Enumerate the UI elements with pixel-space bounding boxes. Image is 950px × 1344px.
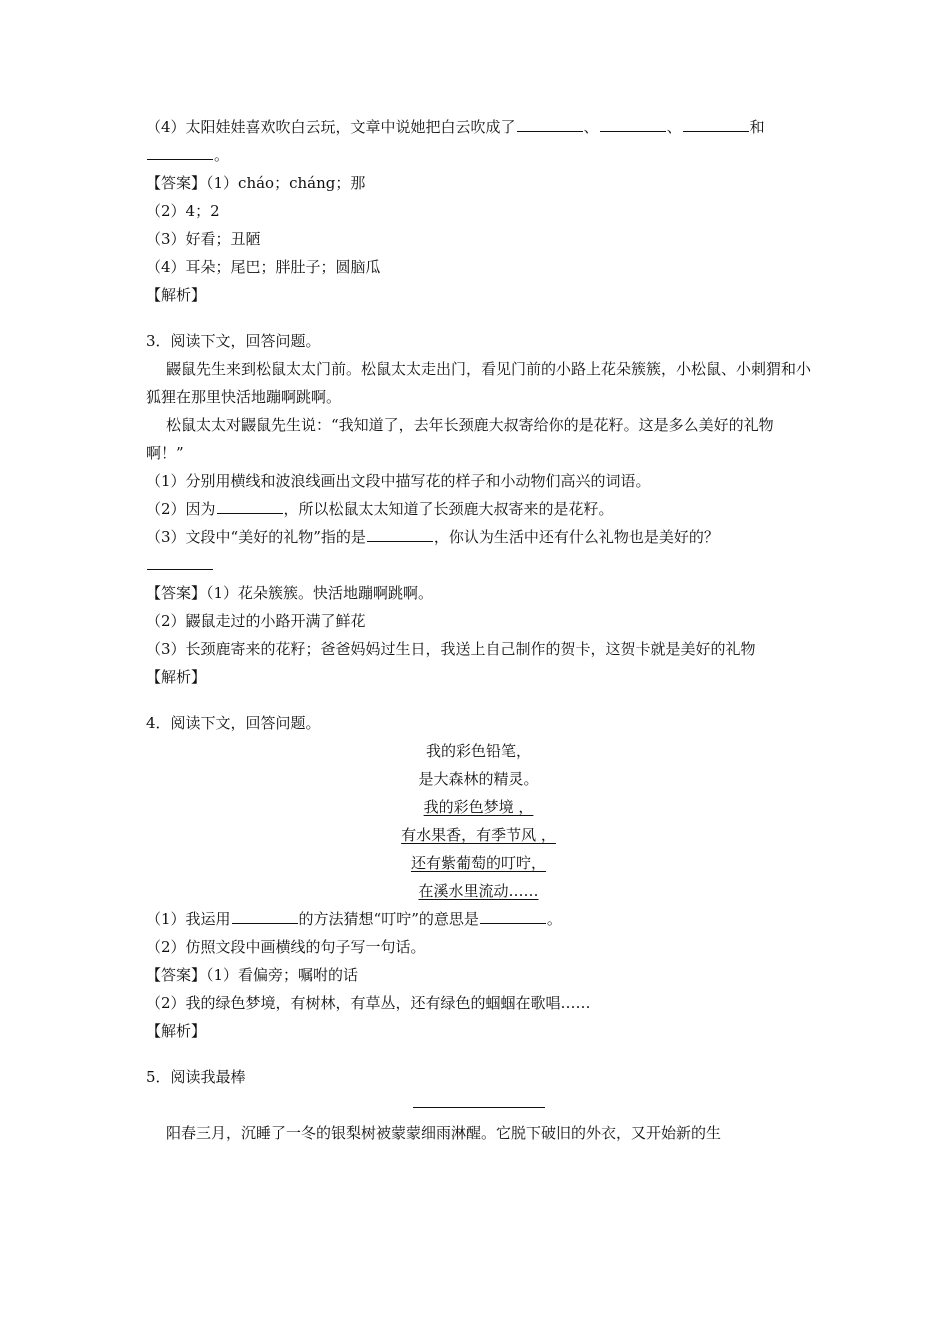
q4-answer: 【答案】（1）看偏旁；嘱咐的话 bbox=[146, 966, 359, 984]
q2-answer-3: （3）好看；丑陋 bbox=[146, 230, 261, 248]
q4-analysis: 【解析】 bbox=[146, 1022, 207, 1040]
answer-blank[interactable] bbox=[147, 158, 213, 160]
document-content bbox=[146, 113, 811, 1147]
q3-passage-para2: 松鼠太太对鼹鼠先生说：“我知道了，去年长颈鹿大叔寄给你的是花籽。这是多么美好的礼物啊！” bbox=[146, 416, 774, 462]
q3-analysis: 【解析】 bbox=[146, 668, 207, 686]
poem-line: 我的彩色铅笔， bbox=[425, 742, 531, 760]
title-blank[interactable] bbox=[146, 1091, 811, 1119]
q4-question-1: （1）我运用 的方法猜想“叮咛”的意思是 。 bbox=[146, 910, 562, 928]
q3-question-3: （3）文段中“美好的礼物”指的是 ，你认为生活中还有什么礼物也是美好的？ bbox=[146, 528, 719, 546]
poem-line-underlined: 有水果香，有季节风 ， bbox=[401, 826, 556, 844]
poem-line-underlined: 在溪水里流动…… bbox=[418, 882, 539, 900]
q2-answer-2: （2）4；2 bbox=[146, 202, 220, 220]
answer-blank[interactable] bbox=[232, 922, 298, 924]
poem-line: 是大森林的精灵。 bbox=[418, 770, 539, 788]
q3-answer-3: （3）长颈鹿寄来的花籽；爸爸妈妈过生日，我送上自己制作的贺卡，这贺卡就是美好的礼物 bbox=[146, 640, 756, 658]
answer-blank[interactable] bbox=[217, 512, 283, 514]
answer-blank[interactable] bbox=[367, 540, 433, 542]
q3-heading: 3．阅读下文，回答问题。 bbox=[146, 332, 321, 350]
q3-question-2: （2）因为 ，所以松鼠太太知道了长颈鹿大叔寄来的是花籽。 bbox=[146, 500, 614, 518]
poem-line-underlined: 还有紫葡萄的叮咛， bbox=[410, 854, 546, 872]
q5-heading: 5．阅读我最棒 bbox=[146, 1068, 246, 1086]
q2-part4-question: （4）太阳娃娃喜欢吹白云玩，文章中说她把白云吹成了 、 、 和 bbox=[146, 118, 765, 136]
q4-answer-2: （2）我的绿色梦境，有树林，有草丛，还有绿色的蝈蝈在歌唱…… bbox=[146, 994, 591, 1012]
answer-blank[interactable] bbox=[480, 922, 546, 924]
q3-question-3-cont bbox=[146, 551, 811, 579]
answer-blank[interactable] bbox=[517, 130, 583, 132]
q2-answer-4: （4）耳朵；尾巴；胖肚子；圆脑瓜 bbox=[146, 258, 381, 276]
q3-question-1: （1）分别用横线和波浪线画出文段中描写花的样子和小动物们高兴的词语。 bbox=[146, 472, 651, 490]
answer-blank[interactable] bbox=[683, 130, 749, 132]
answer-blank[interactable] bbox=[600, 130, 666, 132]
q3-passage-para1: 鼹鼠先生来到松鼠太太门前。松鼠太太走出门，看见门前的小路上花朵簇簇，小松鼠、小刺猬和小狐狸在那里快活地蹦啊跳啊。 bbox=[146, 360, 812, 406]
q4-question-2: （2）仿照文段中画横线的句子写一句话。 bbox=[146, 938, 426, 956]
q4-heading: 4．阅读下文，回答问题。 bbox=[146, 714, 321, 732]
q3-answer-2: （2）鼹鼠走过的小路开满了鲜花 bbox=[146, 612, 366, 630]
q2-part4-question-cont: 。 bbox=[146, 141, 811, 169]
poem-line-underlined: 我的彩色梦境 ， bbox=[423, 798, 534, 816]
q3-answer: 【答案】（1）花朵簇簇。快活地蹦啊跳啊。 bbox=[146, 584, 434, 602]
answer-blank[interactable] bbox=[147, 568, 213, 570]
q2-answer: 【答案】（1）cháo；cháng；那 bbox=[146, 174, 366, 192]
q5-passage-para1: 阳春三月，沉睡了一冬的银梨树被蒙蒙细雨淋醒。它脱下破旧的外衣，又开始新的生 bbox=[166, 1124, 722, 1142]
q2-analysis: 【解析】 bbox=[146, 286, 207, 304]
